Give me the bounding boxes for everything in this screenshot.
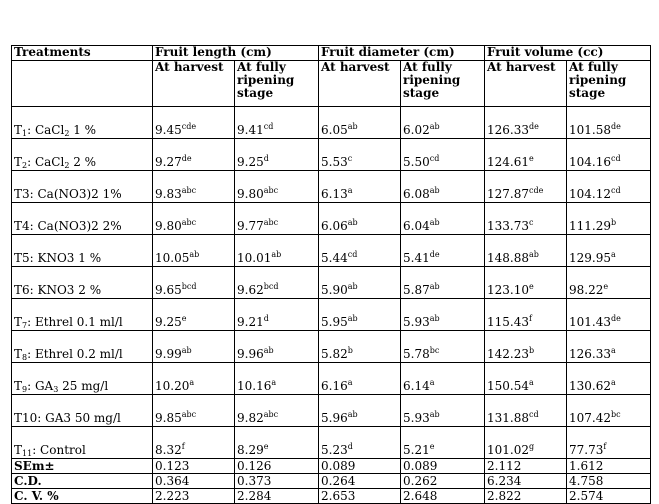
value-number: 5.50 xyxy=(403,155,430,169)
treatment-name-part: 2 xyxy=(64,129,70,138)
value-number: 5.87 xyxy=(403,283,430,297)
table-row xyxy=(12,331,651,363)
value-number: 101.43 xyxy=(569,315,611,329)
stats-value: 2.653 xyxy=(319,489,401,504)
value-cell xyxy=(153,235,235,267)
significance-letters: ab xyxy=(429,410,440,419)
treatment-name-part: 8 xyxy=(22,353,28,362)
results-table-wrapper xyxy=(11,45,651,504)
value-number: 6.05 xyxy=(321,123,348,137)
significance-letters: cde xyxy=(529,186,544,195)
value-cell xyxy=(485,427,567,459)
treatment-name-part: 2 % xyxy=(69,155,97,169)
table-row xyxy=(12,427,651,459)
value-number: 107.42 xyxy=(569,411,611,425)
value-number: 130.62 xyxy=(569,379,611,393)
treatment-name-part: : CaCl xyxy=(27,155,65,169)
treatment-name-part: T xyxy=(14,123,23,137)
value-number: 5.23 xyxy=(321,443,348,457)
treatment-name xyxy=(12,171,153,203)
stats-row xyxy=(12,459,651,474)
treatment-name-part: : Ethrel 0.1 ml/l xyxy=(27,315,123,329)
significance-letters: a xyxy=(529,378,534,387)
significance-letters: d xyxy=(263,154,269,163)
value-number: 9.41 xyxy=(237,123,264,137)
table-row xyxy=(12,395,651,427)
significance-letters: ab xyxy=(429,218,440,227)
value-cell xyxy=(401,331,485,363)
treatment-name-part: T xyxy=(14,379,23,393)
fruit-length-header: Fruit length (cm) xyxy=(153,46,319,61)
stats-label: SEm± xyxy=(12,459,153,474)
value-number: 6.04 xyxy=(403,219,430,233)
value-number: 9.96 xyxy=(237,347,264,361)
volume-ripening-header: At fully ripening stage xyxy=(567,61,651,107)
treatment-name xyxy=(12,331,153,363)
value-cell xyxy=(153,203,235,235)
value-cell xyxy=(567,107,651,139)
value-cell xyxy=(319,331,401,363)
value-number: 101.02 xyxy=(487,443,529,457)
value-number: 98.22 xyxy=(569,283,604,297)
treatment-name xyxy=(12,299,153,331)
fruit-diameter-header: Fruit diameter (cm) xyxy=(319,46,485,61)
value-cell xyxy=(401,107,485,139)
table-row xyxy=(12,267,651,299)
volume-at-harvest-header: At harvest xyxy=(485,61,567,107)
table-row xyxy=(12,171,651,203)
significance-letters: ab xyxy=(429,186,440,195)
value-cell xyxy=(401,395,485,427)
table-row xyxy=(12,299,651,331)
value-number: 9.65 xyxy=(155,283,182,297)
value-number: 5.78 xyxy=(403,347,430,361)
value-number: 9.21 xyxy=(237,315,264,329)
value-cell xyxy=(401,171,485,203)
value-cell xyxy=(153,107,235,139)
significance-letters: abc xyxy=(181,218,197,227)
value-cell xyxy=(485,395,567,427)
value-number: 101.58 xyxy=(569,123,611,137)
significance-letters: b xyxy=(611,218,617,227)
value-number: 6.02 xyxy=(403,123,430,137)
value-cell xyxy=(401,267,485,299)
significance-letters: cd xyxy=(611,186,621,195)
value-number: 9.85 xyxy=(155,411,182,425)
value-number: 9.77 xyxy=(237,219,264,233)
value-cell xyxy=(485,235,567,267)
significance-letters: a xyxy=(347,186,353,195)
value-cell xyxy=(319,235,401,267)
value-cell xyxy=(319,107,401,139)
value-cell xyxy=(235,299,319,331)
value-number: 5.82 xyxy=(321,347,348,361)
value-cell xyxy=(485,139,567,171)
value-number: 111.29 xyxy=(569,219,611,233)
significance-letters: ab xyxy=(347,410,358,419)
value-number: 8.32 xyxy=(155,443,182,457)
treatment-name-part: T xyxy=(14,155,23,169)
significance-letters: bc xyxy=(429,346,440,355)
significance-letters: de xyxy=(181,154,192,163)
value-number: 6.16 xyxy=(321,379,348,393)
significance-letters: ab xyxy=(429,282,440,291)
value-number: 5.41 xyxy=(403,251,430,265)
significance-letters: d xyxy=(347,442,353,451)
treatment-name-part: 3 xyxy=(53,385,59,394)
significance-letters: ab xyxy=(347,314,358,323)
significance-letters: bcd xyxy=(181,282,197,291)
length-ripening-header: At fully ripening stage xyxy=(235,61,319,107)
significance-letters: ab xyxy=(347,218,358,227)
value-cell xyxy=(319,363,401,395)
value-cell xyxy=(153,427,235,459)
value-cell xyxy=(567,427,651,459)
value-number: 6.06 xyxy=(321,219,348,233)
blank-header-cell xyxy=(12,61,153,107)
results-table xyxy=(11,45,651,504)
significance-letters: bc xyxy=(611,410,621,419)
value-number: 9.80 xyxy=(237,187,264,201)
value-cell xyxy=(235,139,319,171)
treatment-name-part: 11 xyxy=(22,449,33,458)
stats-row xyxy=(12,474,651,489)
significance-letters: ab xyxy=(429,122,440,131)
treatment-name-part: 7 xyxy=(22,321,28,330)
significance-letters: a xyxy=(611,378,616,387)
significance-letters: cd xyxy=(347,250,358,259)
diameter-ripening-header: At fully ripening stage xyxy=(401,61,485,107)
significance-letters: b xyxy=(529,346,535,355)
significance-letters: abc xyxy=(263,410,279,419)
value-number: 129.95 xyxy=(569,251,611,265)
treatment-name-part: T xyxy=(14,315,23,329)
significance-letters: e xyxy=(529,282,534,291)
diameter-at-harvest-header: At harvest xyxy=(319,61,401,107)
value-number: 5.96 xyxy=(321,411,348,425)
significance-letters: a xyxy=(271,378,277,387)
value-number: 126.33 xyxy=(569,347,611,361)
significance-letters: g xyxy=(529,442,535,451)
value-number: 5.93 xyxy=(403,315,430,329)
value-number: 5.90 xyxy=(321,283,348,297)
value-number: 9.62 xyxy=(237,283,264,297)
value-number: 142.23 xyxy=(487,347,529,361)
treatment-name-part: T3: Ca(NO3)2 1% xyxy=(14,187,122,201)
treatments-header: Treatments xyxy=(12,46,153,61)
significance-letters: ab xyxy=(429,314,440,323)
value-cell xyxy=(319,395,401,427)
stats-value: 2.223 xyxy=(153,489,235,504)
significance-letters: e xyxy=(263,442,269,451)
treatment-name-part: : Ethrel 0.2 ml/l xyxy=(27,347,123,361)
significance-letters: f xyxy=(603,442,607,451)
value-number: 104.12 xyxy=(569,187,611,201)
value-cell xyxy=(235,267,319,299)
table-row xyxy=(12,203,651,235)
value-number: 10.05 xyxy=(155,251,190,265)
value-number: 124.61 xyxy=(487,155,529,169)
value-cell xyxy=(401,363,485,395)
stats-value: 0.373 xyxy=(235,474,319,489)
value-cell xyxy=(485,203,567,235)
value-cell xyxy=(235,203,319,235)
value-cell xyxy=(485,363,567,395)
significance-letters: ab xyxy=(271,250,282,259)
treatment-name xyxy=(12,203,153,235)
treatment-name xyxy=(12,427,153,459)
value-number: 133.73 xyxy=(487,219,529,233)
value-number: 5.95 xyxy=(321,315,348,329)
significance-letters: cd xyxy=(263,122,274,131)
header-row-stages xyxy=(12,61,651,107)
treatment-name-part: 2 xyxy=(64,161,70,170)
value-cell xyxy=(401,299,485,331)
value-number: 148.88 xyxy=(487,251,529,265)
significance-letters: ab xyxy=(181,346,192,355)
significance-letters: a xyxy=(347,378,353,387)
significance-letters: abc xyxy=(181,410,197,419)
value-number: 9.80 xyxy=(155,219,182,233)
significance-letters: de xyxy=(529,122,539,131)
significance-letters: e xyxy=(603,282,609,291)
treatment-name-part: 25 mg/l xyxy=(58,379,109,393)
stats-value: 2.112 xyxy=(485,459,567,474)
stats-value: 0.089 xyxy=(401,459,485,474)
value-cell xyxy=(485,171,567,203)
table-row xyxy=(12,107,651,139)
stats-value: 2.574 xyxy=(567,489,651,504)
value-cell xyxy=(235,395,319,427)
significance-letters: cde xyxy=(181,122,197,131)
value-cell xyxy=(235,427,319,459)
value-number: 9.45 xyxy=(155,123,182,137)
value-number: 9.25 xyxy=(237,155,264,169)
value-number: 8.29 xyxy=(237,443,264,457)
value-cell xyxy=(319,427,401,459)
stats-value: 6.234 xyxy=(485,474,567,489)
value-cell xyxy=(567,171,651,203)
value-number: 9.99 xyxy=(155,347,182,361)
significance-letters: e xyxy=(529,154,534,163)
stats-value: 2.284 xyxy=(235,489,319,504)
treatment-name-part: T4: Ca(NO3)2 2% xyxy=(14,219,122,233)
significance-letters: de xyxy=(429,250,440,259)
value-cell xyxy=(567,139,651,171)
value-cell xyxy=(485,331,567,363)
significance-letters: ab xyxy=(529,250,539,259)
treatment-name-part: : Control xyxy=(32,443,86,457)
value-cell xyxy=(235,331,319,363)
value-cell xyxy=(401,235,485,267)
value-number: 9.27 xyxy=(155,155,182,169)
value-number: 126.33 xyxy=(487,123,529,137)
stats-value: 0.264 xyxy=(319,474,401,489)
significance-letters: a xyxy=(611,250,616,259)
significance-letters: cd xyxy=(429,154,440,163)
stats-label: C. V. % xyxy=(12,489,153,504)
treatment-name-part: : GA xyxy=(27,379,54,393)
treatment-name-part: : CaCl xyxy=(27,123,65,137)
treatment-name xyxy=(12,235,153,267)
value-number: 131.88 xyxy=(487,411,529,425)
value-number: 123.10 xyxy=(487,283,529,297)
value-cell xyxy=(401,203,485,235)
treatment-name xyxy=(12,139,153,171)
value-cell xyxy=(485,299,567,331)
value-number: 77.73 xyxy=(569,443,604,457)
significance-letters: bcd xyxy=(263,282,279,291)
significance-letters: c xyxy=(529,218,534,227)
value-cell xyxy=(153,139,235,171)
value-number: 6.08 xyxy=(403,187,430,201)
value-cell xyxy=(567,235,651,267)
treatment-name-part: T5: KNO3 1 % xyxy=(14,251,102,265)
value-cell xyxy=(319,171,401,203)
significance-letters: abc xyxy=(181,186,197,195)
value-number: 5.21 xyxy=(403,443,430,457)
stats-value: 0.123 xyxy=(153,459,235,474)
significance-letters: f xyxy=(181,442,185,451)
significance-letters: a xyxy=(611,346,616,355)
treatment-name-part: T xyxy=(14,347,23,361)
value-number: 127.87 xyxy=(487,187,529,201)
stats-label: C.D. xyxy=(12,474,153,489)
value-cell xyxy=(401,427,485,459)
table-row xyxy=(12,139,651,171)
value-number: 5.44 xyxy=(321,251,348,265)
table-body xyxy=(12,46,651,504)
value-cell xyxy=(319,203,401,235)
treatment-name-part: 9 xyxy=(22,385,28,394)
significance-letters: cd xyxy=(529,410,539,419)
value-cell xyxy=(235,107,319,139)
value-number: 6.13 xyxy=(321,187,348,201)
value-cell xyxy=(485,107,567,139)
fruit-volume-header: Fruit volume (cc) xyxy=(485,46,651,61)
value-cell xyxy=(153,171,235,203)
significance-letters: ab xyxy=(347,282,358,291)
value-cell xyxy=(567,363,651,395)
value-cell xyxy=(485,267,567,299)
stats-value: 0.364 xyxy=(153,474,235,489)
significance-letters: de xyxy=(611,122,621,131)
value-cell xyxy=(567,299,651,331)
value-number: 9.83 xyxy=(155,187,182,201)
stats-value: 0.126 xyxy=(235,459,319,474)
treatment-name-part: T10: GA3 50 mg/l xyxy=(14,411,121,425)
stats-value: 4.758 xyxy=(567,474,651,489)
value-cell xyxy=(319,267,401,299)
treatment-name xyxy=(12,363,153,395)
value-cell xyxy=(319,139,401,171)
value-number: 5.53 xyxy=(321,155,348,169)
stats-row xyxy=(12,489,651,504)
value-cell xyxy=(235,235,319,267)
value-cell xyxy=(235,171,319,203)
significance-letters: abc xyxy=(263,218,279,227)
table-row xyxy=(12,235,651,267)
value-number: 10.16 xyxy=(237,379,272,393)
stats-value: 1.612 xyxy=(567,459,651,474)
treatment-name xyxy=(12,267,153,299)
treatment-name-part: 1 xyxy=(22,129,28,138)
significance-letters: ab xyxy=(189,250,200,259)
value-cell xyxy=(153,267,235,299)
significance-letters: b xyxy=(347,346,353,355)
value-number: 150.54 xyxy=(487,379,529,393)
treatment-name-part: 2 xyxy=(22,161,28,170)
treatment-name-part: T xyxy=(14,443,23,457)
value-cell xyxy=(401,139,485,171)
value-number: 9.82 xyxy=(237,411,264,425)
treatment-name-part: 1 % xyxy=(69,123,97,137)
significance-letters: c xyxy=(347,154,353,163)
value-cell xyxy=(153,395,235,427)
stats-value: 0.089 xyxy=(319,459,401,474)
value-cell xyxy=(319,299,401,331)
significance-letters: abc xyxy=(263,186,279,195)
significance-letters: ab xyxy=(263,346,274,355)
significance-letters: d xyxy=(263,314,269,323)
value-number: 115.43 xyxy=(487,315,529,329)
significance-letters: a xyxy=(429,378,435,387)
significance-letters: a xyxy=(189,378,195,387)
significance-letters: ab xyxy=(347,122,358,131)
value-cell xyxy=(567,203,651,235)
value-cell xyxy=(153,331,235,363)
length-at-harvest-header: At harvest xyxy=(153,61,235,107)
value-number: 9.25 xyxy=(155,315,182,329)
value-cell xyxy=(153,363,235,395)
table-row xyxy=(12,363,651,395)
stats-value: 2.648 xyxy=(401,489,485,504)
value-number: 10.01 xyxy=(237,251,272,265)
value-cell xyxy=(567,395,651,427)
value-number: 6.14 xyxy=(403,379,430,393)
significance-letters: e xyxy=(181,314,187,323)
treatment-name-part: T6: KNO3 2 % xyxy=(14,283,102,297)
significance-letters: cd xyxy=(611,154,621,163)
value-number: 10.20 xyxy=(155,379,190,393)
value-cell xyxy=(567,267,651,299)
treatment-name xyxy=(12,107,153,139)
significance-letters: f xyxy=(529,314,532,323)
significance-letters: e xyxy=(429,442,435,451)
stats-value: 2.822 xyxy=(485,489,567,504)
significance-letters: de xyxy=(611,314,621,323)
header-row-groups xyxy=(12,46,651,61)
treatment-name xyxy=(12,395,153,427)
value-cell xyxy=(235,363,319,395)
value-cell xyxy=(153,299,235,331)
stats-value: 0.262 xyxy=(401,474,485,489)
value-cell xyxy=(567,331,651,363)
value-number: 5.93 xyxy=(403,411,430,425)
value-number: 104.16 xyxy=(569,155,611,169)
